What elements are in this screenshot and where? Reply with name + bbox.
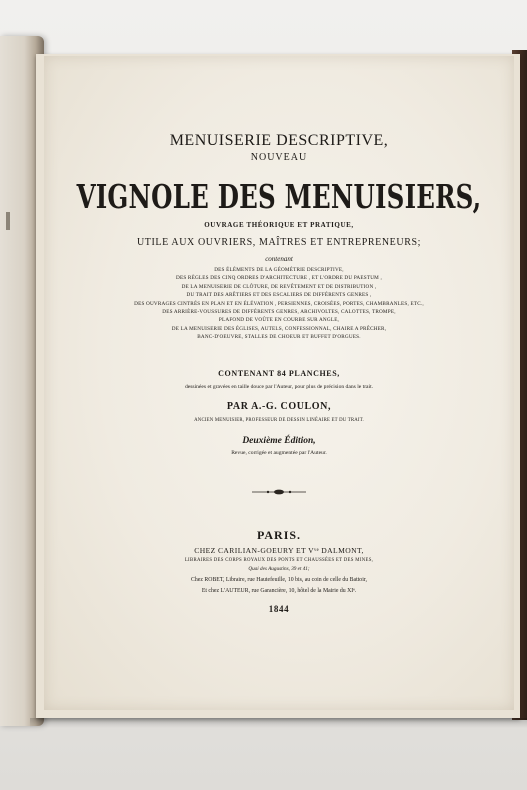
description-line: BANC-D'OEUVRE, STALLES DE CHOEUR ET BUFFET D'ORGUES. bbox=[197, 334, 361, 341]
bookseller-line1: Chez ROBET, Libraire, rue Hautefeuille, 10 bis, au coin de celle du Battoir, bbox=[191, 577, 367, 583]
heading-line1: MENUISERIE DESCRIPTIVE, bbox=[169, 132, 389, 149]
author-name: PAR A.-G. COULON, bbox=[226, 401, 332, 412]
edition: Deuxième Édition, bbox=[242, 436, 316, 446]
heading-line2: NOUVEAU bbox=[250, 152, 308, 163]
plates-note: dessinées et gravées en taille douce par l'Auteur, pour plus de précision dans le trait. bbox=[184, 384, 374, 390]
publisher-address: Quai des Augustins, 39 et 41; bbox=[248, 566, 310, 572]
description-line: PLAFOND DE VOÛTE EN COURBE SUR ANGLE, bbox=[218, 317, 340, 324]
cover-mark bbox=[6, 212, 10, 230]
description-line: DE LA MENUISERIE DE CLÔTURE, DE REVÊTEMENT ET DE DISTRIBUTION , bbox=[181, 283, 377, 290]
description-block bbox=[44, 266, 514, 342]
subtitle: OUVRAGE THÉORIQUE ET PRATIQUE, bbox=[204, 221, 354, 229]
main-title: VIGNOLE DES MENUISIERS, bbox=[76, 177, 482, 217]
ornament-divider-icon bbox=[252, 489, 306, 495]
book-shadow bbox=[30, 718, 527, 728]
description-line: DU TRAIT DES ARÊTIERS ET DES ESCALIERS DE DIFFÉRENTS GENRES , bbox=[186, 292, 372, 299]
title-page bbox=[44, 56, 514, 710]
description-line: DE LA MENUISERIE DES ÉGLISES, AUTELS, CONFESSIONNAL, CHAIRE A PRÊCHER, bbox=[171, 325, 387, 332]
plates-count: CONTENANT 84 PLANCHES, bbox=[218, 369, 340, 378]
description-line: DES OUVRAGES CINTRÉS EN PLAN ET EN ÉLÉVATION , PERSIENNES, CROISÉES, PORTES, CHAMBRANLES, ETC., bbox=[134, 300, 424, 307]
city: PARIS. bbox=[256, 528, 302, 542]
description-line: DES ARRIÈRE-VOUSSURES DE DIFFÉRENTS GENRES, ARCHIVOLTES, CALOTTES, TROMPE, bbox=[162, 309, 396, 316]
contents-intro: contenant bbox=[265, 255, 293, 263]
edition-note: Revue, corrigée et augmentée par l'Auteur. bbox=[231, 450, 327, 456]
publication-year: 1844 bbox=[268, 604, 290, 614]
bookseller-line2: Et chez L'AUTEUR, rue Garancière, 10, hôtel de la Mairie du XIᵉ. bbox=[201, 588, 357, 594]
publisher-description: LIBRAIRES DES CORPS ROYAUX DES PONTS ET CHAUSSÉES ET DES MINES, bbox=[184, 558, 374, 563]
publisher: CHEZ CARILIAN-GOEURY ET Vᵛᵉ DALMONT, bbox=[194, 546, 364, 555]
description-line: DES ÉLÉMENTS DE LA GÉOMÉTRIE DESCRIPTIVE, bbox=[214, 267, 344, 273]
audience-line: UTILE AUX OUVRIERS, MAÎTRES ET ENTREPRENEURS; bbox=[136, 237, 422, 248]
author-credentials: ANCIEN MENUISIER, PROFESSEUR DE DESSIN LINÉAIRE ET DU TRAIT. bbox=[194, 418, 364, 423]
description-line: DES RÈGLES DES CINQ ORDRES D'ARCHITECTURE , ET L'ORDRE DU PAESTUM , bbox=[176, 275, 382, 282]
